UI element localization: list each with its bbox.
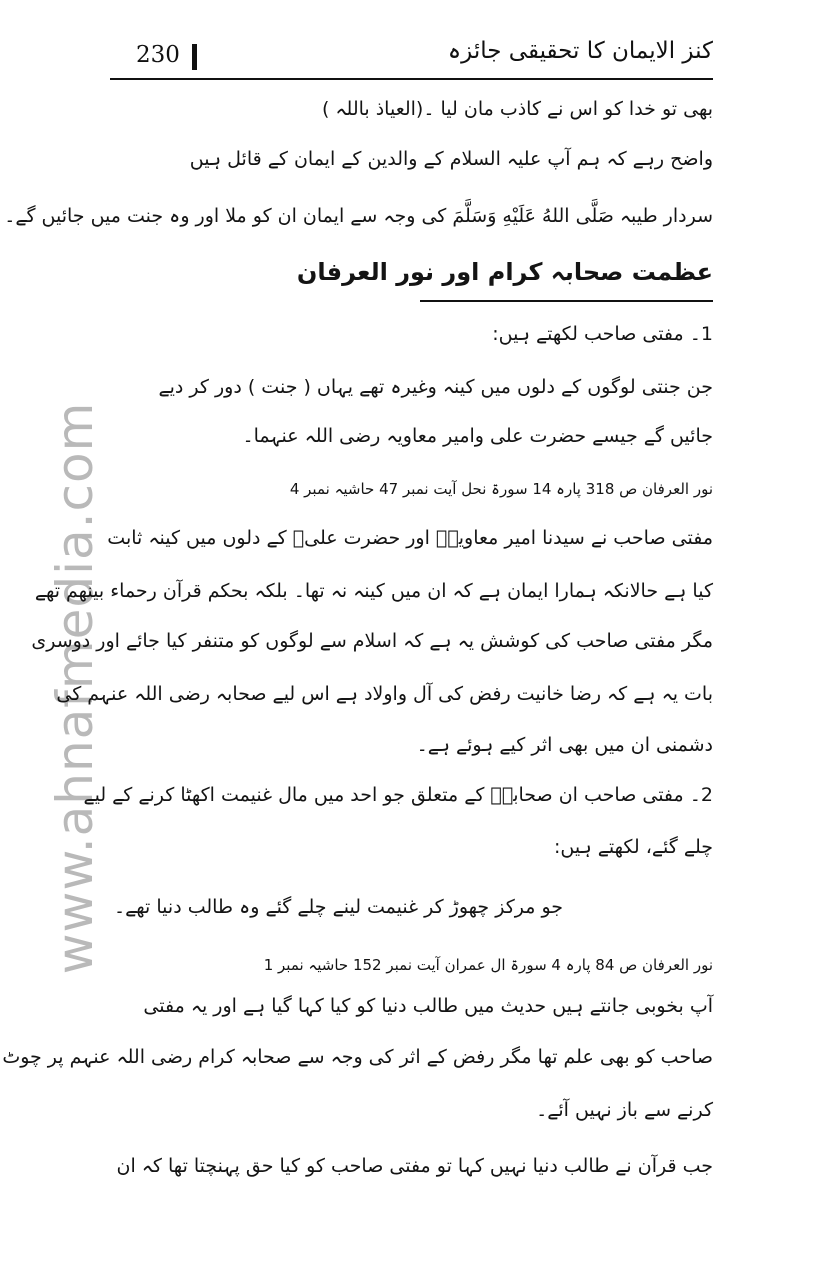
text-line: بات یہ ہے کہ رضا خانیت رفض کی آل واولاد ہے اس لیے صحابہ رضی اللہ عنہم کی: [56, 683, 713, 705]
text-line: بھی تو خدا کو اس نے کاذب مان لیا ۔(العیاذ باللہ ): [321, 98, 713, 120]
text-line: واضح رہے کہ ہم آپ علیہ السلام کے والدین کے ایمان کے قائل ہیں: [189, 148, 713, 170]
header-rule: [110, 78, 713, 80]
page-number-bar: [192, 44, 197, 70]
text-line: جائیں گے جیسے حضرت علی وامیر معاویہ رضی اللہ عنہما۔: [242, 425, 713, 447]
running-title: کنز الایمان کا تحقیقی جائزہ: [447, 38, 713, 64]
text-line: 1۔ مفتی صاحب لکھتے ہیں:: [492, 323, 713, 345]
page-number: 230: [136, 42, 180, 68]
text-line: کیا ہے حالانکہ ہمارا ایمان ہے کہ ان میں کینہ نہ تھا۔ بلکہ بحکم قرآن رحماء بینھم تھے: [34, 580, 713, 602]
page-header: [110, 38, 713, 82]
text-line: مفتی صاحب نے سیدنا امیر معاویہؓ اور حضرت علیؓ کے دلوں میں کینہ ثابت: [107, 527, 713, 549]
text-line: دشمنی ان میں بھی اثر کیے ہوئے ہے۔: [416, 734, 713, 756]
text-line: جن جنتی لوگوں کے دلوں میں کینہ وغیرہ تھے یہاں ( جنت ) دور کر دیے: [158, 376, 713, 398]
text-line: کرنے سے باز نہیں آئے۔: [536, 1099, 713, 1121]
quote-line: جو مرکز چھوڑ کر غنیمت لینے چلے گئے وہ طالب دنیا تھے۔: [114, 896, 563, 918]
citation-line: نور العرفان ص 84 پارہ 4 سورۃ ال عمران آیت نمبر 152 حاشیہ نمبر 1: [263, 956, 713, 974]
text-line: سردار طیبہ صَلَّى اللهُ عَلَيْهِ وَسَلَّمَ کی وجہ سے ایمان ان کو ملا اور وہ جنت میں جائیں گے۔: [4, 205, 713, 227]
citation-line: نور العرفان ص 318 پارہ 14 سورۃ نحل آیت نمبر 47 حاشیہ نمبر 4: [289, 480, 713, 498]
watermark-text: www.ahnafmedia.com: [46, 401, 104, 975]
text-line: مگر مفتی صاحب کی کوشش یہ ہے کہ اسلام سے لوگوں کو متنفر کیا جائے اور دوسری: [31, 630, 713, 652]
section-heading: عظمت صحابہ کرام اور نور العرفان: [296, 258, 713, 286]
text-line: 2۔ مفتی صاحب ان صحابہؓ کے متعلق جو احد میں مال غنیمت اکھٹا کرنے کے لیے: [83, 784, 713, 806]
text-line: چلے گئے، لکھتے ہیں:: [554, 836, 713, 858]
text-line: آپ بخوبی جانتے ہیں حدیث میں طالب دنیا کو کیا کہا گیا ہے اور یہ مفتی: [143, 995, 713, 1017]
text-line: صاحب کو بھی علم تھا مگر رفض کے اثر کی وجہ سے صحابہ کرام رضی اللہ عنہم پر چوٹ: [2, 1046, 713, 1068]
heading-underline: [420, 300, 713, 302]
text-line: جب قرآن نے طالب دنیا نہیں کہا تو مفتی صاحب کو کیا حق پہنچتا تھا کہ ان: [116, 1155, 713, 1177]
